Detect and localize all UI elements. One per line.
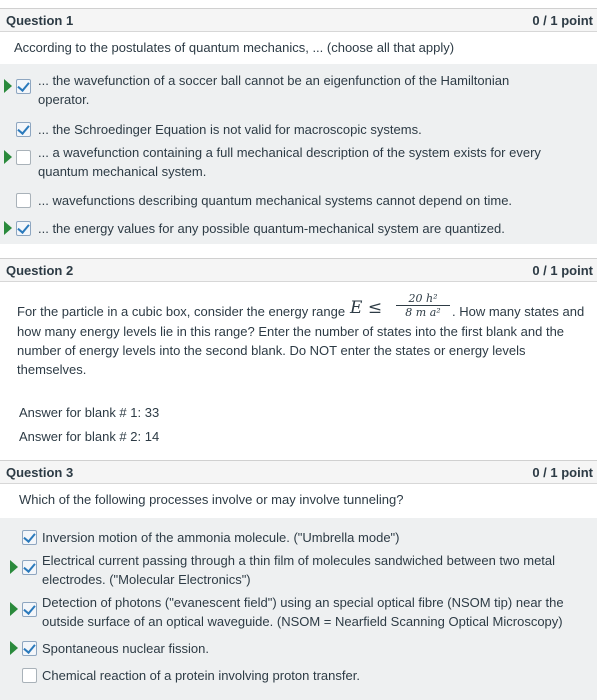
checkmark-icon bbox=[23, 602, 35, 615]
q1-option-5-checkbox[interactable] bbox=[16, 221, 31, 236]
q1-option-3-label[interactable]: ... a wavefunction containing a full mechanical description of the system exists for every quantum mechanical system. bbox=[38, 145, 541, 179]
question-2-header bbox=[0, 258, 597, 282]
q1-option-3-checkbox[interactable] bbox=[16, 150, 31, 165]
correct-arrow-icon bbox=[10, 641, 18, 655]
correct-arrow-icon bbox=[4, 79, 12, 93]
q3-option-2-label[interactable]: Electrical current passing through a thin film of molecules sandwiched between two metal electrodes. ("Molecular Electronics") bbox=[42, 553, 556, 587]
q3-option-2-checkbox[interactable] bbox=[22, 560, 37, 575]
question-1-title: Question 1 bbox=[6, 13, 74, 28]
q1-option-1-label[interactable]: ... the wavefunction of a soccer ball cannot be an eigenfunction of the Hamiltonian operator. bbox=[38, 73, 510, 107]
question-1-prompt: According to the postulates of quantum mechanics, ... (choose all that apply) bbox=[14, 40, 455, 55]
fraction-denominator: 8 m a² bbox=[405, 306, 441, 319]
q3-option-4-checkbox[interactable] bbox=[22, 641, 37, 656]
q1-option-1-checkbox[interactable] bbox=[16, 79, 31, 94]
question-2-prompt-rest: how many energy levels lie in this range? Enter the number of states into the first blank and the number of energy levels into the second blank. Do NOT enter the states or energy levels themselves. bbox=[17, 324, 565, 377]
q3-option-1-checkbox[interactable] bbox=[22, 530, 37, 545]
q1-option-2-label[interactable]: ... the Schroedinger Equation is not valid for macroscopic systems. bbox=[38, 122, 422, 137]
question-3-points: 0 / 1 point bbox=[532, 465, 593, 480]
question-1-points: 0 / 1 point bbox=[532, 13, 593, 28]
checkmark-icon bbox=[17, 221, 29, 234]
q3-option-1-label[interactable]: Inversion motion of the ammonia molecule. ("Umbrella mode") bbox=[42, 530, 400, 545]
question-3-prompt: Which of the following processes involve or may involve tunneling? bbox=[19, 492, 404, 507]
q3-option-5-label[interactable]: Chemical reaction of a protein involving proton transfer. bbox=[42, 668, 360, 683]
fraction-numerator: 20 h² bbox=[396, 292, 450, 306]
answer-blank-1 bbox=[19, 403, 159, 422]
question-2-title: Question 2 bbox=[6, 263, 74, 278]
question-2-points: 0 / 1 point bbox=[532, 263, 593, 278]
q1-option-4-label[interactable]: ... wavefunctions describing quantum mechanical systems cannot depend on time. bbox=[38, 193, 513, 208]
checkmark-icon bbox=[23, 560, 35, 573]
question-3-header bbox=[0, 460, 597, 484]
checkmark-icon bbox=[23, 530, 35, 543]
energy-inequality: E ≤ bbox=[350, 298, 383, 318]
checkmark-icon bbox=[17, 122, 29, 135]
q1-option-2-checkbox[interactable] bbox=[16, 122, 31, 137]
checkmark-icon bbox=[23, 641, 35, 654]
q3-option-4-label[interactable]: Spontaneous nuclear fission. bbox=[42, 641, 209, 656]
q3-option-3-checkbox[interactable] bbox=[22, 602, 37, 617]
q3-option-5-checkbox[interactable] bbox=[22, 668, 37, 683]
answer-blank-2 bbox=[19, 427, 159, 446]
q1-option-5-label[interactable]: ... the energy values for any possible quantum-mechanical system are quantized. bbox=[38, 221, 505, 236]
question-2-prompt-end: . How many states and bbox=[452, 304, 585, 319]
question-1-header bbox=[0, 8, 597, 32]
answer-blank-2-label: Answer for blank # 2: bbox=[19, 429, 142, 444]
answer-blank-2-value: 14 bbox=[144, 429, 160, 444]
checkmark-icon bbox=[17, 79, 29, 92]
answer-blank-1-label: Answer for blank # 1: bbox=[19, 405, 142, 420]
correct-arrow-icon bbox=[4, 150, 12, 164]
question-2-prompt-start: For the particle in a cubic box, consider the energy range bbox=[17, 304, 346, 319]
question-3-title: Question 3 bbox=[6, 465, 74, 480]
q3-option-3-label[interactable]: Detection of photons ("evanescent field") using an special optical fibre (NSOM tip) near the outside surface of an optical waveguide. (NSOM = Nearfield Scanning Optical Microscopy) bbox=[42, 595, 564, 629]
correct-arrow-icon bbox=[10, 602, 18, 616]
correct-arrow-icon bbox=[4, 221, 12, 235]
correct-arrow-icon bbox=[10, 560, 18, 574]
q1-option-4-checkbox[interactable] bbox=[16, 193, 31, 208]
answer-blank-1-value: 33 bbox=[144, 405, 160, 420]
energy-fraction bbox=[396, 292, 450, 319]
